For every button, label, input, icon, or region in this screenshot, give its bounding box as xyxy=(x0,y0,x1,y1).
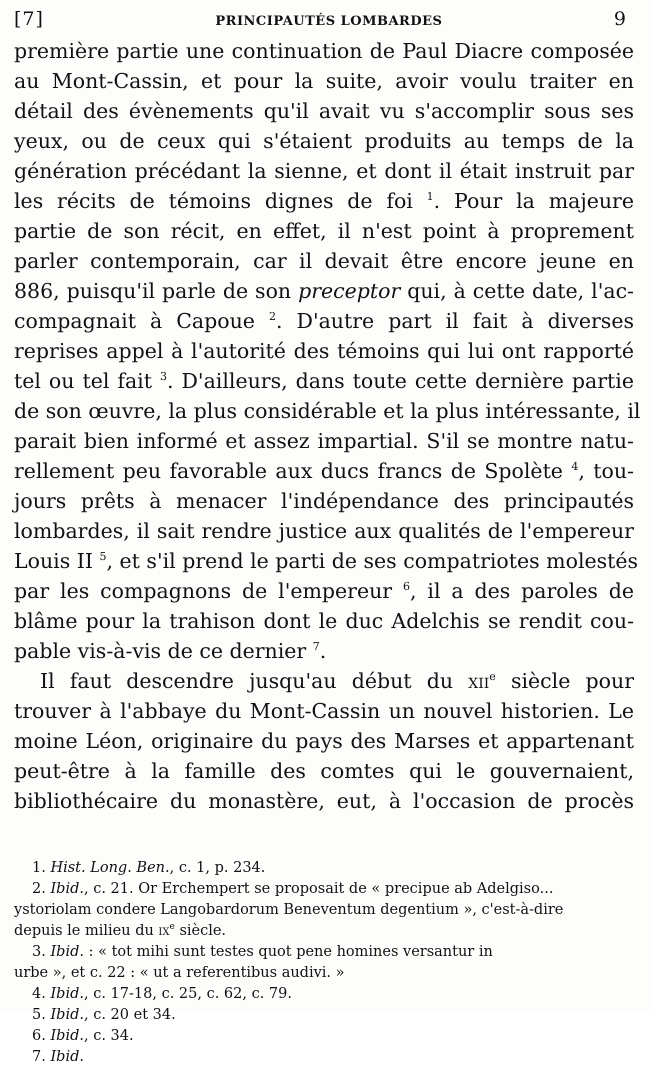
text-line: peut-être à la famille des comtes qui le gouvernaient, xyxy=(14,759,634,783)
text-line: reprises appel à l'autorité des témoins qui lui ont rapporté xyxy=(14,339,634,363)
footnote-4: 4. Ibid., c. 17-18, c. 25, c. 62, c. 79. xyxy=(32,986,292,1002)
text-line: rellement peu favorable aux ducs francs de Spolète $^4$, tou- xyxy=(14,459,634,483)
body-text xyxy=(14,36,641,816)
text-span: et s'il prend le parti de ses compatriotes molestés xyxy=(119,549,639,573)
citation-title: Ibid. xyxy=(50,1028,84,1044)
superscript: e xyxy=(489,670,496,683)
text-line: détail des évènements qu'il avait vu s'accomplir sous ses xyxy=(14,99,634,123)
footnote-2-line-2: ystoriolam condere Langobardorum Beneventum degentium », c'est-à-dire xyxy=(14,902,564,918)
running-header xyxy=(14,8,634,36)
text-line: pable vis-à-vis de ce dernier $^7$. xyxy=(14,639,327,663)
citation-title: Hist. Long. Ben. xyxy=(50,860,170,876)
footnote-ref: 4 xyxy=(571,460,579,473)
century-numeral: ix xyxy=(158,923,170,939)
footnote-2: 2. Ibid., c. 21. Or Erchempert se proposait de « precipue ab Adelgiso... xyxy=(32,881,554,897)
text-span: compagnait à Capoue xyxy=(14,309,255,333)
footnote-ref: 3 xyxy=(159,370,167,383)
text-line: parler contemporain, car il devait être encore jeune en xyxy=(14,249,634,273)
citation-title: Ibid. xyxy=(50,881,84,897)
text-line: par les compagnons de l'empereur $^6$, il a des paroles de xyxy=(14,579,634,603)
footnote-ref: 2 xyxy=(268,310,276,323)
text-span: D'ailleurs, dans toute cette dernière partie xyxy=(181,369,634,393)
running-title: PRINCIPAUTÉS LOMBARDES xyxy=(215,14,443,29)
text-line: de son œuvre, la plus considérable et la plus intéressante, il xyxy=(14,399,641,423)
citation-title: Ibid. xyxy=(50,944,84,960)
text-span: Louis II xyxy=(14,549,93,573)
text-line: jours prêts à menacer l'indépendance des principautés xyxy=(14,489,634,513)
text-span: Il faut descendre jusqu'au début du xyxy=(40,669,454,693)
text-span: qui, à cette date, l'ac- xyxy=(407,279,634,303)
citation-title: Ibid. xyxy=(50,1049,84,1065)
text-line xyxy=(14,276,634,306)
paragraph-1 xyxy=(14,36,641,666)
text-line: compagnait à Capoue $^2$. D'autre part il fait à diverses xyxy=(14,309,634,333)
text-line: bibliothécaire du monastère, eut, à l'occasion de procès xyxy=(14,789,634,813)
footnote-3-line-2: urbe », et c. 22 : « ut a referentibus audivi. » xyxy=(14,965,345,981)
text-span: 886, puisqu'il parle de son xyxy=(14,279,292,303)
citation-title: Ibid. xyxy=(50,986,84,1002)
text-line: partie de son récit, en effet, il n'est point à proprement xyxy=(14,219,634,243)
text-span: par les compagnons de l'empereur xyxy=(14,579,393,603)
text-span: il a des paroles de xyxy=(427,579,634,603)
text-line: lombardes, il sait rendre justice aux qualités de l'empereur xyxy=(14,519,634,543)
footnote-ref: 6 xyxy=(402,580,410,593)
footnote-1: 1. Hist. Long. Ben., c. 1, p. 234. xyxy=(32,860,266,876)
text-line: moine Léon, originaire du pays des Marses et appartenant xyxy=(14,729,634,753)
text-line: première partie une continuation de Paul Diacre composée xyxy=(14,39,634,63)
footnote-7: 7. Ibid. xyxy=(32,1049,84,1065)
text-span: tou- xyxy=(593,459,634,483)
footnote-2-line-3: depuis le milieu du $ix^e$ siècle. xyxy=(14,922,227,939)
superscript: e xyxy=(169,922,175,932)
footnotes xyxy=(14,858,634,1068)
footnote-6: 6. Ibid., c. 34. xyxy=(32,1028,134,1044)
text-line: parait bien informé et assez impartial. S'il se montre natu- xyxy=(14,429,634,453)
footnote-ref: 7 xyxy=(312,640,320,653)
century-numeral: xii xyxy=(468,669,490,693)
citation-title: Ibid. xyxy=(50,1007,84,1023)
text-line: blâme pour la trahison dont le duc Adelchis se rendit cou- xyxy=(14,609,634,633)
footnote-ref: 5 xyxy=(99,550,107,563)
footnote-5: 5. Ibid., c. 20 et 34. xyxy=(32,1007,176,1023)
footnote-ref: 1 xyxy=(426,190,434,203)
text-span: rellement peu favorable aux ducs francs de Spolète xyxy=(14,459,563,483)
text-line: génération précédant la sienne, et dont il était instruit par xyxy=(14,159,634,183)
text-span: Pour la majeure xyxy=(454,189,634,213)
text-span: pable vis-à-vis de ce dernier xyxy=(14,639,307,663)
text-line: trouver à l'abbaye du Mont-Cassin un nouvel historien. Le xyxy=(14,699,634,723)
text-line: yeux, ou de ceux qui s'étaient produits au temps de la xyxy=(14,129,634,153)
text-span: les récits de témoins dignes de foi xyxy=(14,189,413,213)
latin-term: preceptor xyxy=(298,279,401,303)
page-number: 9 xyxy=(613,8,626,30)
footnote-3: 3. Ibid. : « tot mihi sunt testes quot pene homines versantur in xyxy=(32,944,493,960)
text-span: siècle pour xyxy=(510,669,634,693)
text-line xyxy=(14,666,634,696)
paragraph-2 xyxy=(14,666,634,816)
text-line: tel ou tel fait $^3$. D'ailleurs, dans toute cette dernière partie xyxy=(14,369,634,393)
text-line: Louis II $^5$, et s'il prend le parti de ses compatriotes molestés xyxy=(14,549,639,573)
section-marker: [7] xyxy=(14,8,44,30)
text-line: les récits de témoins dignes de foi $^1$. Pour la majeure xyxy=(14,189,634,213)
text-line: au Mont-Cassin, et pour la suite, avoir voulu traiter en xyxy=(14,69,634,93)
text-span: tel ou tel fait xyxy=(14,369,152,393)
text-span: D'autre part il fait à diverses xyxy=(296,309,634,333)
